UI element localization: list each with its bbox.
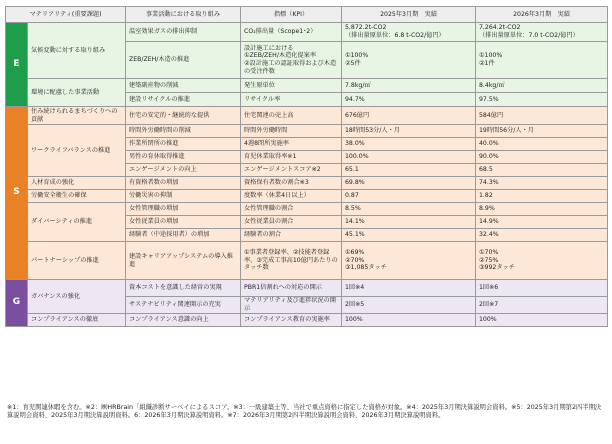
fy2025-cell: 5,872.2t-CO2 （排出量原単位：6.8 t-CO2/億円） <box>342 23 476 42</box>
kpi-cell: 設計施工における ①ZEB/ZEH/木造化提案率 ②設計施工の認証取得および木造の受注件数 <box>241 42 342 79</box>
header-activity: 事業活動における取り組み <box>126 7 241 23</box>
materiality-cell: コンプライアンスの徹底 <box>28 314 126 327</box>
fy2026-cell: 19時間56分/人・月 <box>476 125 608 138</box>
fy2026-cell: 1回※6 <box>476 280 608 297</box>
fy2026-cell: 90.0% <box>476 151 608 164</box>
materiality-cell: 住み続けられるまちづくりへの貢献 <box>28 107 126 125</box>
table-row <box>6 79 608 93</box>
activity-cell: 建設リサイクルの推進 <box>126 93 241 107</box>
materiality-cell: ガバナンスの強化 <box>28 280 126 314</box>
category-e-badge: E <box>6 23 28 107</box>
fy2025-cell: 69.8% <box>342 177 476 190</box>
table-row <box>6 107 608 125</box>
activity-cell: 資本コストを意識した経営の実現 <box>126 280 241 297</box>
header-materiality: マテリアリティ(重要課題) <box>6 7 126 23</box>
category-g-badge: G <box>6 280 28 327</box>
activity-cell: 労働災害の抑制 <box>126 190 241 203</box>
kpi-cell: 発生原単位 <box>241 79 342 93</box>
materiality-cell: 人材育成の強化 <box>28 177 126 190</box>
activity-cell: 女性管理職の増加 <box>126 203 241 216</box>
fy2026-cell: 97.5% <box>476 93 608 107</box>
kpi-cell: 経験者の割合 <box>241 229 342 242</box>
materiality-cell: パートナーシップの推進 <box>28 242 126 280</box>
fy2025-cell: 1回※4 <box>342 280 476 297</box>
materiality-cell: ワークライフバランスの推進 <box>28 125 126 177</box>
table-row <box>6 23 608 42</box>
fy2026-cell: 40.0% <box>476 138 608 151</box>
table-row <box>6 242 608 280</box>
fy2025-cell: 7.8kg/㎡ <box>342 79 476 93</box>
fy2025-cell: 18時間53分/人・月 <box>342 125 476 138</box>
fy2025-cell: 676億円 <box>342 107 476 125</box>
fy2026-cell: ①100% ②1件 <box>476 42 608 79</box>
fy2026-cell: ①70% ②75% ③992タッチ <box>476 242 608 280</box>
category-s-badge: S <box>6 107 28 280</box>
table-header-row <box>6 7 608 23</box>
activity-cell: サステナビリティ関連開示の充実 <box>126 297 241 314</box>
activity-cell: 温室効果ガスの排出抑制 <box>126 23 241 42</box>
kpi-table <box>5 6 608 327</box>
kpi-cell: コンプライアンス教育の実施率 <box>241 314 342 327</box>
table-row <box>6 125 608 138</box>
materiality-cell: 気候変動に対する取り組み <box>28 23 126 79</box>
kpi-cell: マテリアリティ及び進捗状況の開示 <box>241 297 342 314</box>
fy2026-cell: 68.5 <box>476 164 608 177</box>
fy2026-cell: 8.4kg/㎡ <box>476 79 608 93</box>
kpi-cell: 資格保有者数の割合※3 <box>241 177 342 190</box>
kpi-cell: CO₂排出量（Scope1･2） <box>241 23 342 42</box>
fy2026-cell: 1.82 <box>476 190 608 203</box>
activity-cell: 建築副産物の削減 <box>126 79 241 93</box>
kpi-cell: 住宅関連の売上高 <box>241 107 342 125</box>
materiality-cell: 労働安全衛生の確保 <box>28 190 126 203</box>
header-fy2026: 2026年3月期 実績 <box>476 7 608 23</box>
table-row <box>6 203 608 216</box>
kpi-cell: 育児休業取得率※1 <box>241 151 342 164</box>
table-row <box>6 314 608 327</box>
table-row <box>6 190 608 203</box>
table-row <box>6 280 608 297</box>
table-row <box>6 177 608 190</box>
activity-cell: 時間外労働時間の削減 <box>126 125 241 138</box>
header-fy2025: 2025年3月期 実績 <box>342 7 476 23</box>
activity-cell: 作業所閉所の推進 <box>126 138 241 151</box>
activity-cell: コンプライアンス意識の向上 <box>126 314 241 327</box>
activity-cell: 男性の育休取得推進 <box>126 151 241 164</box>
fy2026-cell: 584億円 <box>476 107 608 125</box>
kpi-cell: 4週8閉所実施率 <box>241 138 342 151</box>
fy2025-cell: 100% <box>342 314 476 327</box>
kpi-cell: 度数率（休業4日以上） <box>241 190 342 203</box>
activity-cell: 有資格者数の増加 <box>126 177 241 190</box>
activity-cell: 経験者（中途採用者）の増加 <box>126 229 241 242</box>
fy2025-cell: 14.1% <box>342 216 476 229</box>
kpi-cell: 時間外労働時間 <box>241 125 342 138</box>
fy2025-cell: 8.5% <box>342 203 476 216</box>
kpi-cell: 女性従業員の割合 <box>241 216 342 229</box>
fy2025-cell: 65.1 <box>342 164 476 177</box>
kpi-cell: ①事業者登録率、②技能者登録率、③完成工事高10億円あたりのタッチ数 <box>241 242 342 280</box>
fy2026-cell: 8.9% <box>476 203 608 216</box>
kpi-cell: リサイクル率 <box>241 93 342 107</box>
activity-cell: 建設キャリアアップシステムの導入推進 <box>126 242 241 280</box>
fy2026-cell: 100% <box>476 314 608 327</box>
footnotes: ※1：育児関連休暇を含む。※2：㈱HRBrain「組織診断サーベイによるスコア。※3：一級建築士等、当社で重点資格に指定した資格が対象。※4：2025年3月期決算説明会資料。※5：2025年3月期第2四半期決算説明会資料、2025年3月期決算説明資料。6：2026年3月期決算説明資料。※7：2026年3月期第2四半期決算説明会資料、2026年3月期決算説明資料。 <box>7 404 602 420</box>
activity-cell: 住宅の安定的・継続的な提供 <box>126 107 241 125</box>
fy2025-cell: 0.87 <box>342 190 476 203</box>
fy2026-cell: 2回※7 <box>476 297 608 314</box>
fy2026-cell: 7,264.2t-CO2 （排出量原単位：7.0 t-CO2/億円） <box>476 23 608 42</box>
kpi-cell: 女性管理職の割合 <box>241 203 342 216</box>
fy2025-cell: 38.0% <box>342 138 476 151</box>
kpi-cell: PBR1倍割れへの対応の開示 <box>241 280 342 297</box>
fy2025-cell: 94.7% <box>342 93 476 107</box>
activity-cell: エンゲージメントの向上 <box>126 164 241 177</box>
fy2026-cell: 74.3% <box>476 177 608 190</box>
kpi-cell: エンゲージメントスコア※2 <box>241 164 342 177</box>
fy2025-cell: 2回※5 <box>342 297 476 314</box>
fy2025-cell: 100.0% <box>342 151 476 164</box>
fy2025-cell: 45.1% <box>342 229 476 242</box>
header-kpi: 指標（KPI） <box>241 7 342 23</box>
fy2026-cell: 32.4% <box>476 229 608 242</box>
fy2026-cell: 14.9% <box>476 216 608 229</box>
fy2025-cell: ①100% ②5件 <box>342 42 476 79</box>
fy2025-cell: ①69% ②70% ③1,085タッチ <box>342 242 476 280</box>
materiality-cell: ダイバーシティの推進 <box>28 203 126 242</box>
activity-cell: ZEB/ZEH/木造の推進 <box>126 42 241 79</box>
materiality-cell: 環境に配慮した事業活動 <box>28 79 126 107</box>
activity-cell: 女性従業員の増加 <box>126 216 241 229</box>
